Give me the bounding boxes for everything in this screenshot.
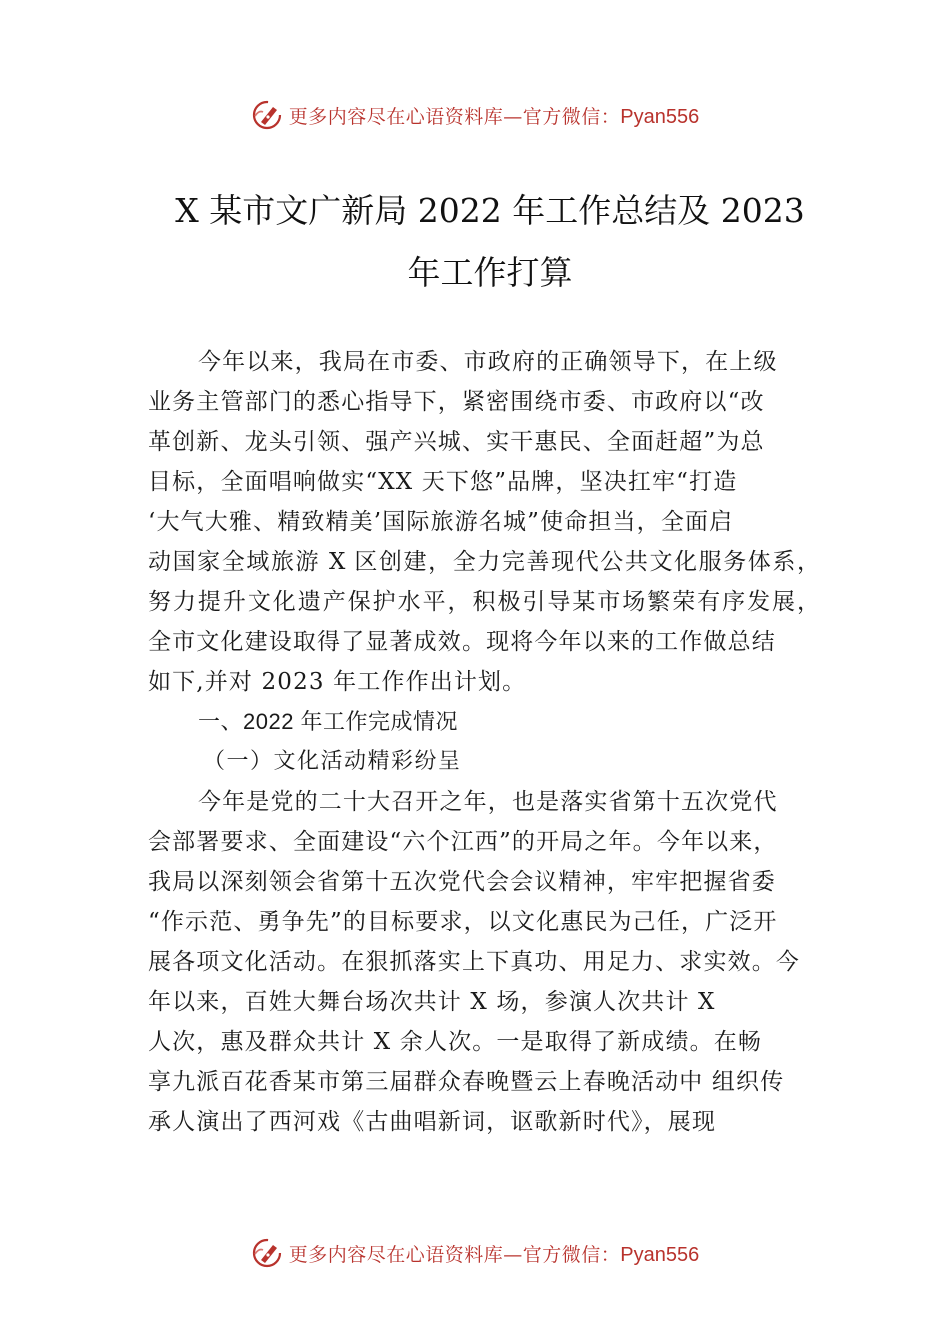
intro-line: 动国家全域旅游 X 区创建，全力完善现代公共文化服务体系，: [148, 549, 820, 575]
watermark-text: 更多内容尽在心语资料库—官方微信：: [288, 1243, 621, 1266]
subsection-heading: （一）文化活动精彩纷呈: [203, 749, 462, 774]
paragraph-line: “作示范、勇争先”的目标要求，以文化惠民为己任，广泛开: [148, 909, 778, 935]
pen-nib-logo-icon: [251, 1236, 285, 1270]
paragraph-line: 享九派百花香某市第三届群众春晚暨云上春晚活动中 组织传: [148, 1069, 785, 1095]
intro-line: 如下,并对 2023 年工作作出计划。: [148, 669, 527, 695]
watermark-account: Pyan556: [620, 105, 700, 128]
paragraph-line: 我局以深刻领会省第十五次党代会会议精神，牢牢把握省委: [148, 869, 776, 895]
paragraph-line: 会部署要求、全面建设“六个江西”的开局之年。今年以来，: [148, 829, 778, 855]
intro-line: 目标，全面唱响做实“XX 天下悠”品牌，坚决扛牢“打造: [148, 469, 738, 495]
watermark-account: Pyan556: [620, 1243, 700, 1266]
paragraph-line: 承人演出了西河戏《古曲唱新词，讴歌新时代》，展现: [148, 1109, 717, 1135]
intro-line: 革创新、龙头引领、强产兴城、实干惠民、全面赶超”为总: [148, 429, 765, 455]
title-line-1: X 某市文广新局 2022 年工作总结及 2023: [175, 191, 805, 230]
section-heading: 一、2022 年工作完成情况: [198, 709, 459, 734]
intro-line: ‘大气大雅、精致精美’国际旅游名城”使命担当，全面启: [148, 509, 734, 535]
paragraph-line: 人次，惠及群众共计 X 余人次。一是取得了新成绩。在畅: [148, 1029, 763, 1055]
intro-line: 全市文化建设取得了显著成效。现将今年以来的工作做总结: [148, 629, 776, 655]
paragraph-line: 年以来，百姓大舞台场次共计 X 场，参演人次共计 X: [148, 989, 716, 1015]
intro-line: 今年以来，我局在市委、市政府的正确领导下，在上级: [198, 349, 778, 375]
document-body: [148, 342, 820, 1142]
paragraph-line: 今年是党的二十大召开之年，也是落实省第十五次党代: [198, 789, 778, 815]
intro-line: 业务主管部门的悉心指导下，紧密围绕市委、市政府以“改: [148, 389, 765, 415]
intro-line: 努力提升文化遗产保护水平，积极引导某市场繁荣有序发展，: [148, 589, 820, 615]
title-line-2: 年工作打算: [407, 253, 573, 292]
document-title: [120, 180, 860, 304]
watermark-text: 更多内容尽在心语资料库—官方微信：: [288, 105, 621, 128]
pen-nib-logo-icon: [251, 98, 285, 132]
watermark-banner-bottom: [0, 1233, 950, 1273]
paragraph-line: 展各项文化活动。在狠抓落实上下真功、用足力、求实效。今: [148, 949, 801, 975]
watermark-banner-top: [0, 95, 950, 135]
